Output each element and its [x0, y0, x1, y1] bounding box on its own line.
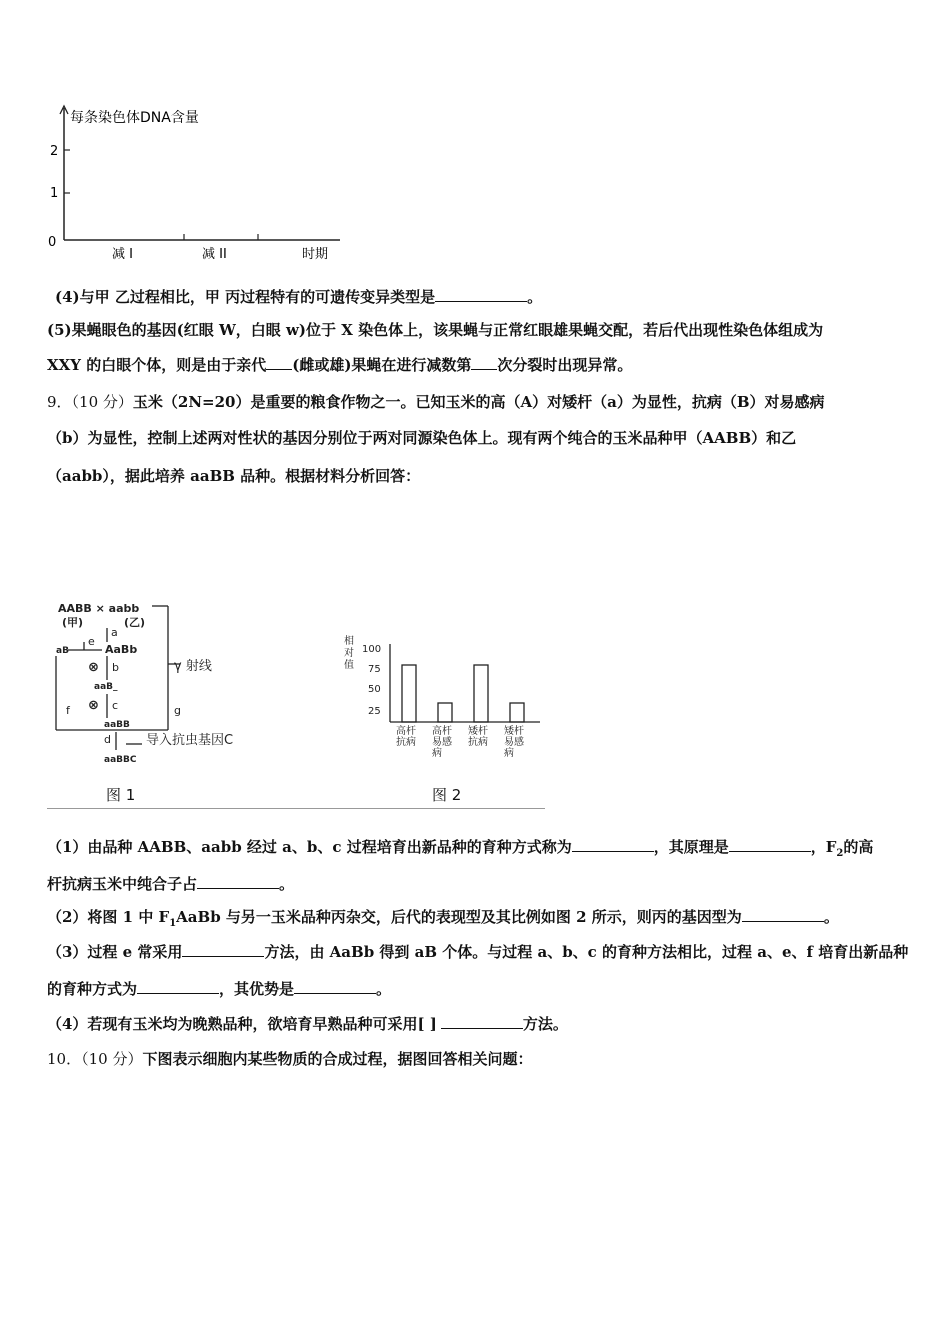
y-axis-label-char: 相 — [344, 636, 354, 647]
q8-part4-end: 。 — [527, 288, 543, 306]
figure-2-bar-chart — [340, 632, 560, 780]
q9-sub1-line2 — [47, 874, 294, 894]
q9-sub1-line1 — [47, 837, 873, 864]
bar — [402, 665, 416, 722]
parent-yi-label: (乙) — [124, 616, 146, 629]
q9-sub1-end: 。 — [279, 875, 295, 893]
q9-sub3-line1 — [47, 942, 908, 962]
q9-intro-line2: （b）为显性，控制上述两对性状的基因分别位于两对同源染色体上。现有两个纯合的玉米品种甲（AABB）和乙 — [47, 429, 797, 447]
category-label: 高杆 — [396, 726, 416, 737]
q9-sub1-text-c: ，F — [810, 838, 837, 856]
f1-label: AaBb — [105, 643, 138, 656]
answer-blank[interactable] — [471, 355, 497, 370]
y-axis-label: 每条染色体DNA含量 — [70, 110, 199, 126]
final-variety-label: aaBBC — [104, 755, 137, 765]
origin-label: 0 — [48, 235, 57, 250]
q9-sub4-text-a: （4）若现有玉米均为晚熟品种，欲培育早熟品种可采用[ ] — [47, 1015, 437, 1033]
category-label: 矮杆 — [504, 726, 524, 737]
step-g-label: g — [174, 704, 181, 717]
q8-part5-text-a: XXY 的白眼个体，则是由于亲代 — [47, 356, 267, 374]
step-b-label: b — [112, 661, 119, 674]
parent-jia-label: (甲) — [62, 616, 84, 629]
question-number: 9．（10 分） — [47, 393, 133, 411]
gamma-ray-label: γ 射线 — [174, 659, 212, 674]
q8-part4-text: (4)与甲 乙过程相比，甲 丙过程特有的可遗传变异类型是 — [55, 288, 436, 306]
q9-sub3-text-d: ，其优势是 — [219, 980, 295, 998]
q9-sub4 — [47, 1014, 568, 1034]
y-axis-label-char: 值 — [344, 660, 354, 671]
figure-1-breeding-diagram — [48, 598, 338, 808]
q8-part5-line1: (5)果蝇眼色的基因(红眼 W，白眼 w)位于 X 染色体上，该果蝇与正常红眼雄果蝇交配，若后代出现性染色体组成为 — [47, 321, 824, 339]
cross-label: AABB × aabb — [58, 602, 140, 615]
q9-sub2-end: 。 — [823, 908, 839, 926]
y-tick-label: 2 — [50, 144, 59, 159]
category-label: 易感 — [432, 737, 452, 748]
q9-intro-text: 玉米（2N=20）是重要的粮食作物之一。已知玉米的高（A）对矮杆（a）为显性，抗病（B）对易感病 — [132, 393, 825, 411]
selfing-symbol: ⊗ — [88, 698, 99, 713]
bar — [438, 703, 452, 722]
answer-blank[interactable] — [572, 837, 654, 852]
y-tick-label: 1 — [50, 186, 59, 201]
selfing-symbol: ⊗ — [88, 660, 99, 675]
q9-sub4-text-b: 方法。 — [522, 1015, 568, 1033]
y-tick-label: 50 — [368, 684, 381, 695]
q8-part5-text-c: 次分裂时出现异常。 — [497, 356, 633, 374]
answer-blank[interactable] — [197, 874, 279, 889]
step-e-label: e — [88, 635, 95, 648]
answer-blank[interactable] — [435, 287, 527, 302]
subscript: 1 — [169, 918, 177, 929]
y-axis-label-char: 对 — [344, 648, 354, 659]
gamete-label: aB — [56, 646, 69, 656]
dna-chart — [40, 100, 350, 270]
q10-intro — [47, 1049, 532, 1069]
y-tick-label: 25 — [368, 706, 381, 717]
subscript: 2 — [836, 848, 844, 859]
bar — [474, 665, 488, 722]
q9-sub2 — [47, 907, 839, 934]
question-number: 10．（10 分） — [47, 1050, 143, 1068]
q9-sub1-text-e: 杆抗病玉米中纯合子占 — [47, 875, 198, 893]
step-c-label: c — [112, 699, 119, 712]
answer-blank[interactable] — [137, 979, 219, 994]
figure-2-caption: 图 2 — [432, 786, 462, 804]
generation-label: aaBB — [104, 720, 130, 730]
figure-divider — [47, 808, 545, 809]
q9-sub3-end: 。 — [376, 980, 392, 998]
category-label: 易感 — [504, 737, 524, 748]
q9-intro-line3: （aabb），据此培养 aaBB 品种。根据材料分析回答： — [47, 467, 421, 485]
q9-sub3-text-a: （3）过程 e 常采用 — [47, 943, 183, 961]
figure-1-caption: 图 1 — [106, 786, 136, 804]
insert-gene-label: 导入抗虫基因C — [146, 733, 234, 748]
bar — [510, 703, 524, 722]
q10-text: 下图表示细胞内某些物质的合成过程，据图回答相关问题： — [142, 1050, 533, 1068]
step-f-label: f — [66, 704, 70, 717]
q9-sub2-text-b: AaBb 与另一玉米品种丙杂交，后代的表现型及其比例如图 2 所示，则丙的基因型为 — [176, 908, 742, 926]
answer-blank[interactable] — [742, 907, 824, 922]
answer-blank[interactable] — [182, 942, 264, 957]
y-tick-label: 100 — [362, 644, 382, 655]
q9-sub1-text-b: ，其原理是 — [653, 838, 729, 856]
x-tick-label: 减 II — [202, 247, 227, 262]
y-tick-label: 75 — [368, 664, 381, 675]
answer-blank[interactable] — [729, 837, 811, 852]
step-d-label: d — [104, 733, 111, 746]
category-label: 抗病 — [468, 737, 488, 748]
q8-part4 — [55, 287, 542, 307]
category-label: 抗病 — [396, 737, 416, 748]
step-a-label: a — [111, 626, 118, 639]
answer-blank[interactable] — [294, 979, 376, 994]
q9-sub1-text-d: 的高 — [843, 838, 874, 856]
q9-sub2-text-a: （2）将图 1 中 F — [47, 908, 170, 926]
q9-sub3-line2 — [47, 979, 391, 999]
answer-blank[interactable] — [441, 1014, 523, 1029]
category-label: 病 — [432, 748, 442, 759]
category-label: 矮杆 — [468, 726, 488, 737]
x-tick-label: 减 I — [112, 247, 133, 262]
q8-part5-line2 — [47, 355, 632, 375]
x-axis-label: 时期 — [302, 247, 329, 262]
answer-blank[interactable] — [266, 355, 292, 370]
q9-sub1-text-a: （1）由品种 AABB、aabb 经过 a、b、c 过程培育出新品种的育种方式称为 — [47, 838, 572, 856]
category-label: 病 — [504, 748, 514, 759]
q9-sub3-text-b: 方法，由 AaBb 得到 aB 个体。与过程 a、b、c 的育种方法相比，过程 a、e、f 培育出新品种 — [264, 943, 909, 961]
q9-sub3-text-c: 的育种方式为 — [47, 980, 138, 998]
q9-intro-line1 — [47, 392, 825, 412]
generation-label: aaB_ — [94, 682, 118, 692]
category-label: 高杆 — [432, 726, 452, 737]
q8-part5-text-b: (雌或雄)果蝇在进行减数第 — [292, 356, 472, 374]
